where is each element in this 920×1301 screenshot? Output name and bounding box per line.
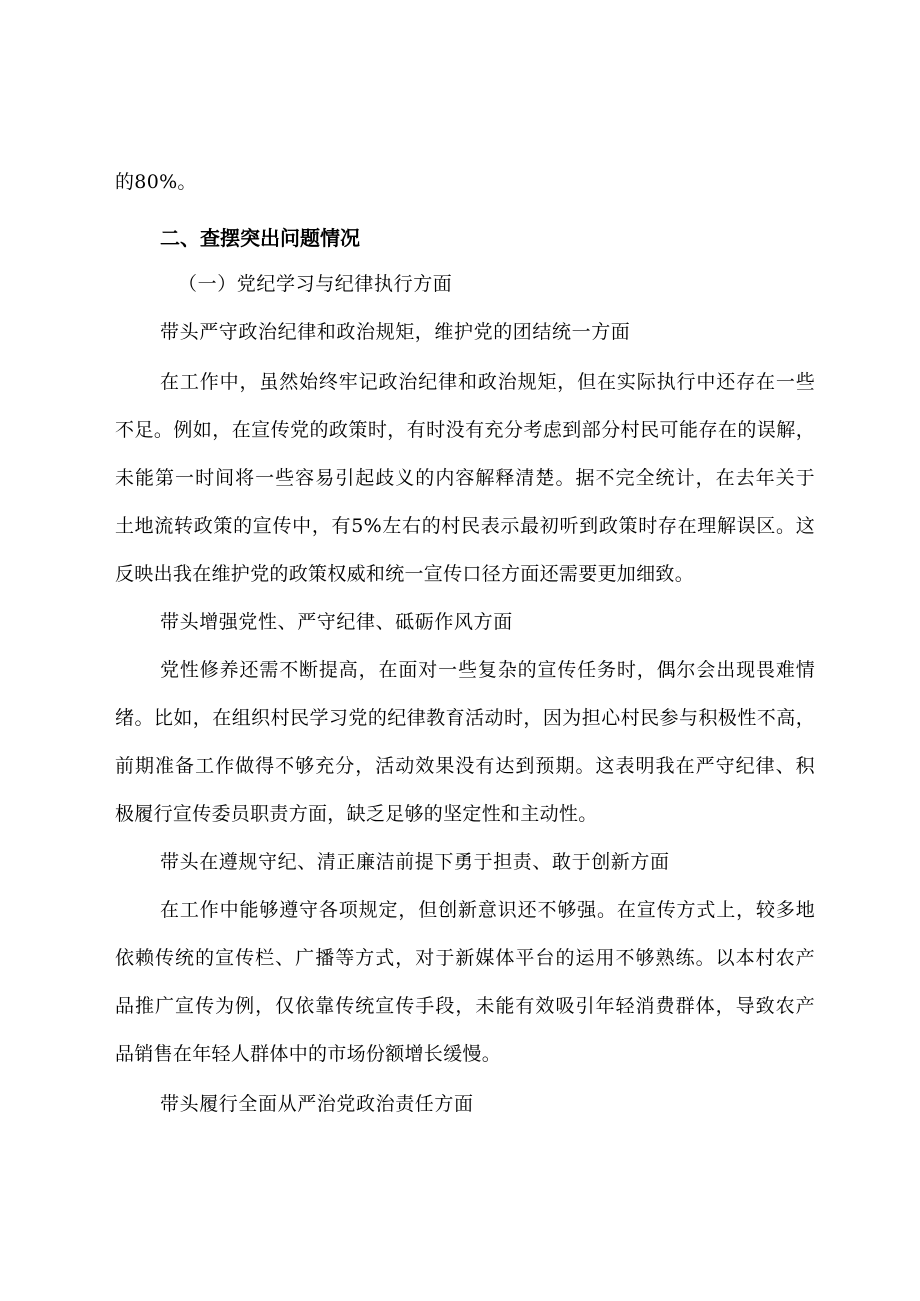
paragraph-1-line-1: 在工作中，虽然始终牢记政治纪律和政治规矩，但在实际执行中还存在一些 [160,371,815,393]
topic-heading-1: 带头严守政治纪律和政治规矩，维护党的团结统一方面 [160,321,631,343]
paragraph-3-line-2: 依赖传统的宣传栏、广播等方式，对于新媒体平台的运用不够熟练。以本村农产 [115,947,815,969]
paragraph-3-line-4: 品销售在年轻人群体中的市场份额增长缓慢。 [115,1043,502,1065]
paragraph-tail-line: 的80%。 [115,171,197,193]
paragraph-3-line-1: 在工作中能够遵守各项规定，但创新意识还不够强。在宣传方式上，较多地 [160,899,815,921]
paragraph-2-line-1: 党性修养还需不断提高，在面对一些复杂的宣传任务时，偶尔会出现畏难情 [160,659,815,681]
paragraph-1-line-4: 土地流转政策的宣传中，有5%左右的村民表示最初听到政策时存在理解误区。这 [115,515,815,537]
paragraph-2-line-2: 绪。比如，在组织村民学习党的纪律教育活动时，因为担心村民参与积极性不高， [115,707,815,729]
paragraph-2-line-4: 极履行宣传委员职责方面，缺乏足够的坚定性和主动性。 [115,803,598,825]
topic-heading-4: 带头履行全面从严治党政治责任方面 [160,1093,474,1115]
topic-heading-2: 带头增强党性、严守纪律、砥砺作风方面 [160,611,513,633]
paragraph-1-line-2: 不足。例如，在宣传党的政策时，有时没有充分考虑到部分村民可能存在的误解， [115,419,815,441]
paragraph-1-line-3: 未能第一时间将一些容易引起歧义的内容解释清楚。据不完全统计，在去年关于 [115,467,815,489]
topic-heading-3: 带头在遵规守纪、清正廉洁前提下勇于担责、敢于创新方面 [160,851,670,873]
paragraph-2-line-3: 前期准备工作做得不够充分，活动效果没有达到预期。这表明我在严守纪律、积 [115,755,815,777]
paragraph-3-line-3: 品推广宣传为例，仅依靠传统宣传手段，未能有效吸引年轻消费群体，导致农产 [115,995,815,1017]
subsection-heading: （一）党纪学习与纪律执行方面 [178,273,453,295]
section-heading: 二、查摆突出问题情况 [160,226,360,250]
paragraph-1-line-5: 反映出我在维护党的政策权威和统一宣传口径方面还需要更加细致。 [115,563,695,585]
